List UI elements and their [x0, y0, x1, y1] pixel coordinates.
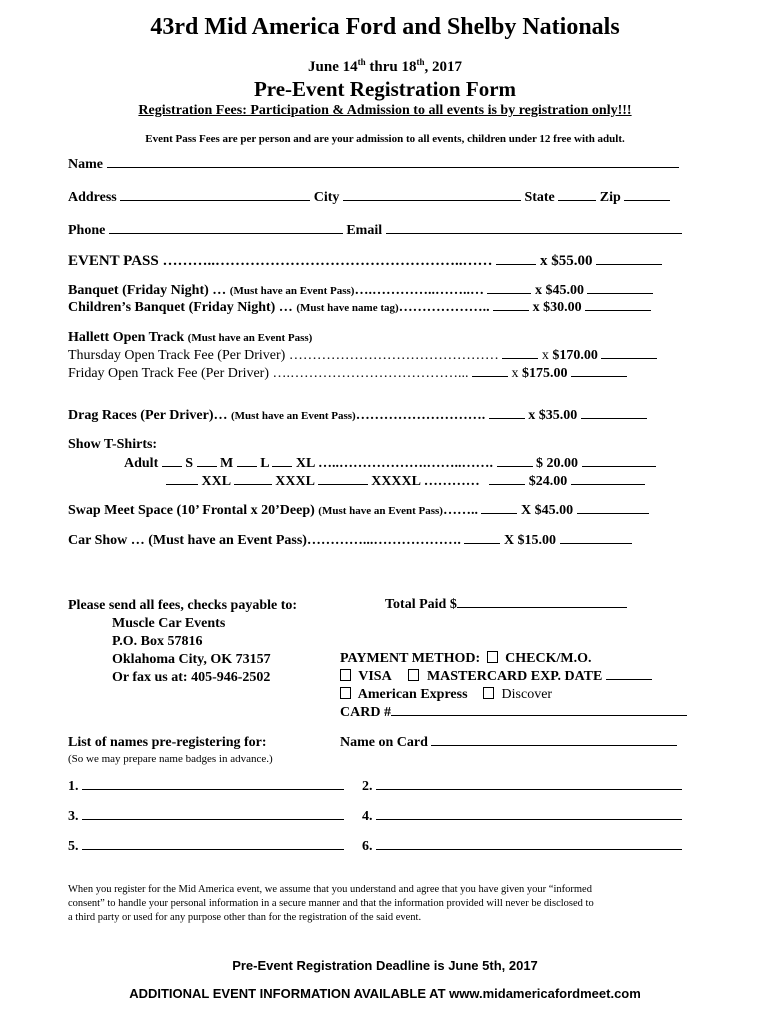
event-pass-row: EVENT PASS ………..…………………………………………..…… x $55.00 — [68, 253, 662, 270]
adult-qty-field[interactable] — [162, 465, 182, 467]
deadline-notice: Pre-Event Registration Deadline is June 5th, 2017 — [232, 958, 538, 973]
card-number-field[interactable] — [391, 714, 687, 716]
disclaimer — [68, 883, 594, 925]
mastercard-checkbox[interactable] — [408, 669, 419, 681]
fax-number: Or fax us at: 405-946-2502 — [112, 670, 271, 685]
name-line-3: 3. — [68, 809, 344, 825]
name-on-card-field[interactable] — [431, 744, 677, 746]
children-banquet-row: Children’s Banquet (Friday Night) … (Must have name tag)……………….. x $30.00 — [68, 300, 651, 316]
names-note: (So we may prepare name badges in advance.) — [68, 753, 273, 765]
hallett-title: Hallett Open Track (Must have an Event Pass) — [68, 330, 313, 345]
mail-city: Oklahoma City, OK 73157 — [112, 652, 271, 667]
total-paid-field[interactable] — [457, 606, 627, 608]
car-show-qty[interactable] — [464, 542, 500, 544]
banquet-qty[interactable] — [487, 292, 531, 294]
form-title: Pre-Event Registration Form — [253, 77, 517, 101]
thursday-track-total[interactable] — [601, 357, 657, 359]
pass-notice: Event Pass Fees are per person and are your admission to all events, children under 12 free with adult. — [145, 133, 625, 145]
name-field-3[interactable] — [82, 818, 344, 820]
fees-notice: Registration Fees: Participation & Admission to all events is by registration only!!! — [138, 103, 632, 118]
name-field[interactable] — [107, 166, 679, 168]
email-field[interactable] — [386, 232, 682, 234]
swap-meet-total[interactable] — [577, 512, 649, 514]
amex-checkbox[interactable] — [340, 687, 351, 699]
tshirts-big-total[interactable] — [571, 483, 645, 485]
size-s-field[interactable] — [197, 465, 217, 467]
name-line-5: 5. — [68, 839, 344, 855]
event-dates: June 14th thru 18th, 2017 — [308, 57, 462, 75]
name-line-1: 1. — [68, 779, 344, 795]
name-line-2: 2. — [362, 779, 682, 795]
address-row: Address City State Zip — [68, 190, 670, 206]
page-title: 43rd Mid America Ford and Shelby Nationals — [150, 14, 620, 40]
children-banquet-qty[interactable] — [493, 309, 529, 311]
drag-races-row: Drag Races (Per Driver)… (Must have an Event Pass)………………………. x $35.00 — [68, 408, 647, 424]
event-pass-qty[interactable] — [496, 263, 536, 265]
friday-track-row: Friday Open Track Fee (Per Driver) ….………………………………... x $175.00 — [68, 366, 627, 382]
disclaimer-line-3: a third party or used for any purpose other than for the registration of the said event. — [68, 912, 422, 923]
tshirts-adult-row: Adult S M L XL …..……………….……..……. $ 20.00 — [124, 456, 656, 472]
name-line-4: 4. — [362, 809, 682, 825]
name-field-1[interactable] — [82, 788, 344, 790]
name-on-card-row: Name on Card — [340, 735, 677, 751]
additional-info: ADDITIONAL EVENT INFORMATION AVAILABLE AT www.midamericafordmeet.com — [129, 986, 641, 1001]
po-box: P.O. Box 57816 — [112, 634, 203, 649]
size-xxxxl-field[interactable] — [318, 483, 368, 485]
thursday-track-qty[interactable] — [502, 357, 538, 359]
total-paid-row: Total Paid $ — [385, 597, 627, 613]
disclaimer-line-2: consent” to handle your personal information in a secure manner and that the information provided will never be disclosed to — [68, 898, 594, 909]
mailing-info — [68, 597, 297, 687]
discover-checkbox[interactable] — [483, 687, 494, 699]
name-row: Name — [68, 157, 679, 173]
name-field-6[interactable] — [376, 848, 682, 850]
banquet-row: Banquet (Friday Night) … (Must have an Event Pass)….…………..……..… x $45.00 — [68, 283, 653, 299]
size-xxxl-field[interactable] — [234, 483, 272, 485]
tshirts-big-qty[interactable] — [489, 483, 525, 485]
names-title: List of names pre-registering for: — [68, 735, 267, 750]
thursday-track-row: Thursday Open Track Fee (Per Driver) ……………………………………… x $170.00 — [68, 348, 657, 364]
phone-field[interactable] — [109, 232, 343, 234]
visa-checkbox[interactable] — [340, 669, 351, 681]
swap-meet-qty[interactable] — [481, 512, 517, 514]
car-show-total[interactable] — [560, 542, 632, 544]
address-field[interactable] — [120, 199, 310, 201]
send-label: Please send all fees, checks payable to: — [68, 598, 298, 613]
company-name: Muscle Car Events — [112, 616, 226, 631]
name-field-4[interactable] — [376, 818, 682, 820]
tshirts-adult-qty[interactable] — [497, 465, 533, 467]
card-type-row-2: American Express Discover — [340, 687, 552, 703]
banquet-total[interactable] — [587, 292, 653, 294]
size-m-field[interactable] — [237, 465, 257, 467]
tshirts-title: Show T-Shirts: — [68, 437, 158, 452]
card-number-row: CARD # — [340, 705, 687, 721]
name-field-5[interactable] — [82, 848, 344, 850]
swap-meet-row: Swap Meet Space (10’ Frontal x 20’Deep) (Must have an Event Pass)…….. X $45.00 — [68, 503, 649, 519]
size-xxl-field[interactable] — [166, 483, 198, 485]
state-field[interactable] — [558, 199, 596, 201]
size-l-field[interactable] — [272, 465, 292, 467]
name-field-2[interactable] — [376, 788, 682, 790]
phone-row: Phone Email — [68, 223, 682, 239]
drag-races-total[interactable] — [581, 417, 647, 419]
car-show-row: Car Show … (Must have an Event Pass)…………...………………. X $15.00 — [68, 533, 632, 549]
friday-track-total[interactable] — [571, 375, 627, 377]
children-banquet-total[interactable] — [585, 309, 651, 311]
tshirts-big-row: XXL XXXL XXXXL ………… $24.00 — [166, 474, 645, 490]
name-line-6: 6. — [362, 839, 682, 855]
check-mo-checkbox[interactable] — [487, 651, 498, 663]
zip-field[interactable] — [624, 199, 670, 201]
disclaimer-line-1: When you register for the Mid America event, we assume that you understand and agree that you have given your “informed — [68, 884, 592, 895]
event-pass-total[interactable] — [596, 263, 662, 265]
drag-races-qty[interactable] — [489, 417, 525, 419]
city-field[interactable] — [343, 199, 521, 201]
exp-date-field[interactable] — [606, 678, 652, 680]
payment-method-row: PAYMENT METHOD: CHECK/M.O. — [340, 651, 592, 666]
friday-track-qty[interactable] — [472, 375, 508, 377]
card-type-row: VISA MASTERCARD EXP. DATE — [340, 669, 652, 685]
tshirts-adult-total[interactable] — [582, 465, 656, 467]
